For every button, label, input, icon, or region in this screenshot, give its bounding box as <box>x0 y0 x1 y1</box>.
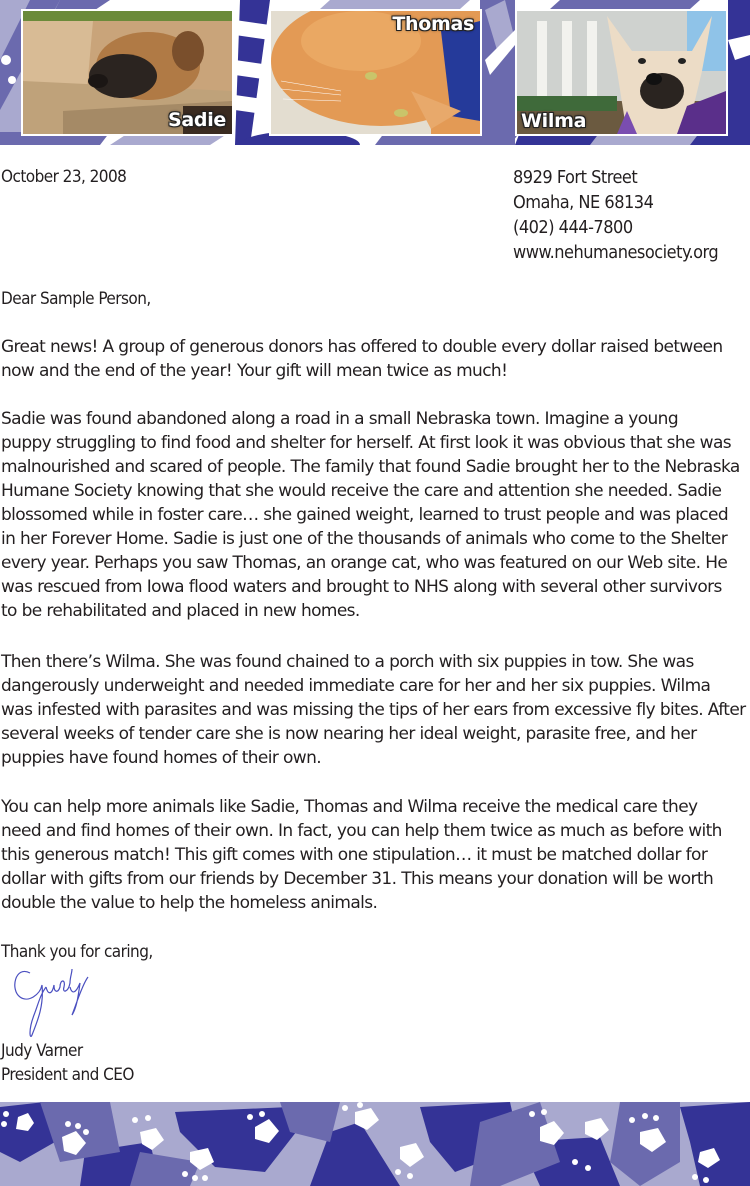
line: malnourished and scared of people. The family that found Sadie brought her to the Nebraska <box>1 457 740 477</box>
address-phone: (402) 444-7800 <box>513 217 633 238</box>
footer-banner <box>0 1102 750 1186</box>
photo-thomas <box>269 9 482 136</box>
line: dollar with gifts from our friends by December 31. This means your donation will be worth <box>1 869 714 889</box>
photo-wilma <box>515 9 728 136</box>
line: every year. Perhaps you saw Thomas, an orange cat, who was featured on our Web site. He <box>1 553 728 573</box>
signer-name: Judy Varner <box>1 1041 83 1061</box>
address-city: Omaha, NE 68134 <box>513 192 654 213</box>
line: this generous match! This gift comes with one stipulation… it must be matched dollar for <box>1 845 708 865</box>
line: Sadie was found abandoned along a road in a small Nebraska town. Imagine a young <box>1 409 679 429</box>
line: puppy struggling to find food and shelter for herself. At first look it was obvious that she was <box>1 433 732 453</box>
signature <box>10 965 100 1040</box>
hands-paws-pattern <box>0 1102 750 1186</box>
paragraph-sadie-thomas <box>1 407 750 623</box>
salutation: Dear Sample Person, <box>1 289 151 309</box>
line: Humane Society knowing that she would receive the care and attention she needed. Sadie <box>1 481 722 501</box>
letter-date: October 23, 2008 <box>1 167 127 187</box>
line: now and the end of the year! Your gift will mean twice as much! <box>1 361 508 381</box>
closing: Thank you for caring, <box>1 942 153 962</box>
line: double the value to help the homeless animals. <box>1 893 378 913</box>
photo-caption-thomas: Thomas <box>392 13 474 35</box>
paragraph-appeal <box>1 795 750 915</box>
line: puppies have found homes of their own. <box>1 748 322 768</box>
photo-caption-wilma: Wilma <box>521 110 587 132</box>
line: need and find homes of their own. In fact, you can help them twice as much as before with <box>1 821 722 841</box>
line: was rescued from Iowa flood waters and brought to NHS along with several other survivors <box>1 577 722 597</box>
line: several weeks of tender care she is now nearing her ideal weight, parasite free, and her <box>1 724 697 744</box>
signer-title: President and CEO <box>1 1065 134 1085</box>
header-banner <box>0 0 750 145</box>
address-street: 8929 Fort Street <box>513 167 638 188</box>
return-address <box>513 165 718 265</box>
paragraph-wilma <box>1 650 750 770</box>
paragraph-intro <box>1 335 750 383</box>
line: dangerously underweight and needed immediate care for her and her six puppies. Wilma <box>1 676 711 696</box>
line: Great news! A group of generous donors has offered to double every dollar raised between <box>1 337 723 357</box>
line: in her Forever Home. Sadie is just one of the thousands of animals who come to the Shelter <box>1 529 728 549</box>
line: was infested with parasites and was missing the tips of her ears from excessive fly bites. After <box>1 700 746 720</box>
line: You can help more animals like Sadie, Thomas and Wilma receive the medical care they <box>1 797 698 817</box>
line: to be rehabilitated and placed in new homes. <box>1 601 360 621</box>
photo-sadie <box>21 9 234 136</box>
address-website[interactable]: www.nehumanesociety.org <box>513 242 719 263</box>
line: blossomed while in foster care… she gained weight, learned to trust people and was placed <box>1 505 729 525</box>
line: Then there’s Wilma. She was found chained to a porch with six puppies in tow. She was <box>1 652 694 672</box>
photo-caption-sadie: Sadie <box>167 109 226 131</box>
